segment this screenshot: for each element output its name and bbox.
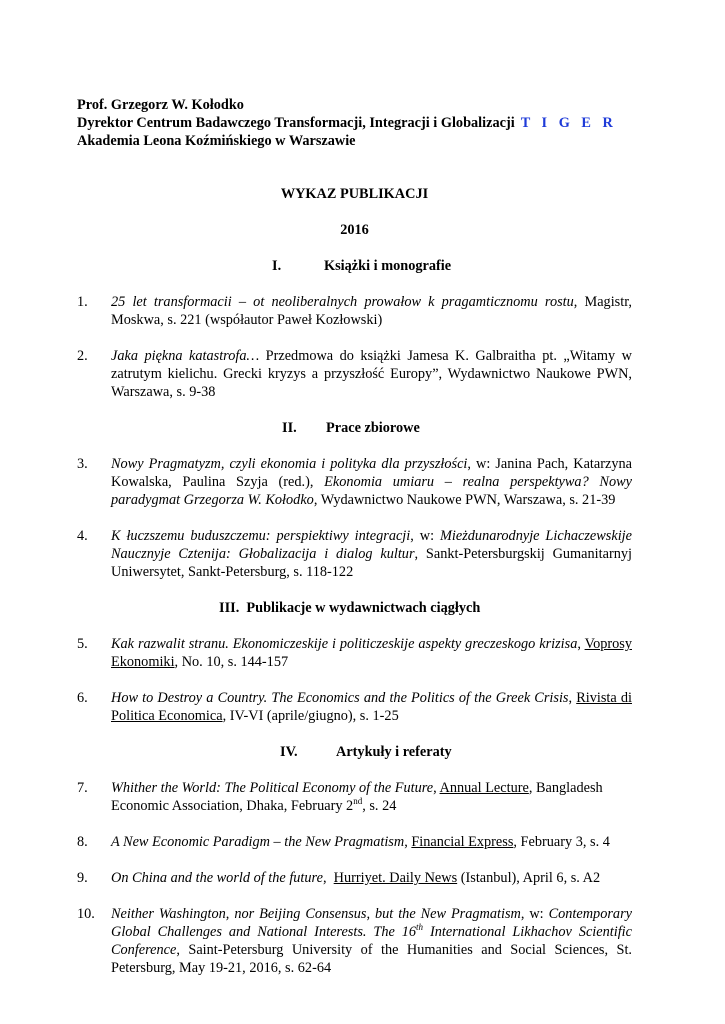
- section-label: Prace zbiorowe: [326, 420, 420, 436]
- item-text: Neither Washington, nor Beijing Consensus, but the New Pragmatism, w: Contemporary Global Challenges and National Interests. The 16th International Likhachov Scientific Conference, Saint-Petersburg University of the Humanities and Social Sciences, St. Petersburg, May 19-21, 2016, s. 62-64: [111, 906, 632, 976]
- item-text: On China and the world of the future, Hurriyet. Daily News (Istanbul), April 6, s. A2: [111, 870, 601, 886]
- section-number: III.: [219, 600, 240, 616]
- section-number: II.: [282, 420, 297, 436]
- tiger-acronym: T I G E R: [520, 115, 617, 131]
- item-text: Kak razwalit stranu. Ekonomiczeskije i politiczeskije aspekty greczeskogo krizisa, Voprosy Ekonomiki, No. 10, s. 144-157: [111, 636, 632, 670]
- document-title: WYKAZ PUBLIKACJI: [280, 186, 429, 202]
- section-label: Artykuły i referaty: [336, 744, 452, 760]
- list-item: [77, 905, 632, 977]
- section-label: Publikacje w wydawnictwach ciągłych: [246, 600, 481, 616]
- item-number: 5.: [77, 636, 88, 652]
- item-text: Jaka piękna katastrofa… Przedmowa do książki Jamesa K. Galbraitha pt. „Witamy w zatrutym kielichu. Grecki kryzys a przyszłość Europy”, Wydawnictwo Naukowe PWN, Warszawa, s. 9-38: [111, 348, 632, 400]
- item-text: How to Destroy a Country. The Economics and the Politics of the Greek Crisis, Rivista di Politica Economica, IV-VI (aprile/giugno), s. 1-25: [111, 690, 632, 724]
- item-number: 7.: [77, 780, 88, 796]
- item-text: Nowy Pragmatyzm, czyli ekonomia i polityka dla przyszłości, w: Janina Pach, Katarzyna Kowalska, Paulina Szyja (red.), Ekonomia umiaru – realna perspektywa? Nowy paradygmat Grzegorza W. Kołodko, Wydawnictwo Naukowe PWN, Warszawa, s. 21-39: [111, 456, 632, 508]
- list-item: [77, 527, 632, 581]
- item-number: 2.: [77, 348, 88, 364]
- item-text: K łuczszemu buduszczemu: perspiektiwy integracji, w: Mieżdunarodnyje Lichaczewskije Naucznyje Cztenija: Głobalizacija i dialog kultur, Sankt-Petersburgskij Gumanitarnyj Uniwersytet, Sankt-Petersburg, s. 118-122: [111, 528, 632, 580]
- author-institution: Akademia Leona Koźmińskiego w Warszawie: [77, 133, 356, 149]
- list-item: [77, 347, 632, 401]
- item-number: 4.: [77, 528, 88, 544]
- item-number: 3.: [77, 456, 88, 472]
- list-item: [77, 635, 632, 671]
- author-name: Prof. Grzegorz W. Kołodko: [77, 97, 244, 113]
- position-text: Dyrektor Centrum Badawczego Transformacji, Integracji i Globalizacji: [77, 115, 515, 131]
- list-item: [77, 869, 632, 887]
- section-label: Książki i monografie: [324, 258, 452, 274]
- document-year: 2016: [340, 222, 369, 238]
- section-number: IV.: [280, 744, 298, 760]
- item-number: 6.: [77, 690, 88, 706]
- document-page: [77, 96, 632, 977]
- section-number: I.: [272, 258, 282, 274]
- list-item: [77, 689, 632, 725]
- list-item: [77, 833, 632, 851]
- list-item: [77, 779, 632, 815]
- section-heading-1: [77, 257, 632, 275]
- item-text: Whither the World: The Political Economy of the Future, Annual Lecture, Bangladesh Economic Association, Dhaka, February 2nd, s. 24: [111, 780, 603, 814]
- list-item: [77, 455, 632, 509]
- item-text: A New Economic Paradigm – the New Pragmatism, Financial Express, February 3, s. 4: [111, 834, 610, 850]
- item-number: 8.: [77, 834, 88, 850]
- item-number: 10.: [77, 906, 95, 922]
- item-text: 25 let transformacii – ot neoliberalnych prowałow k pragamticznomu rostu, Magistr, Moskwa, s. 221 (współautor Paweł Kozłowski): [111, 294, 632, 328]
- list-item: [77, 293, 632, 329]
- section-heading-3: [77, 599, 632, 617]
- author-position: [77, 114, 632, 132]
- section-heading-4: [77, 743, 632, 761]
- section-heading-2: [77, 419, 632, 437]
- item-number: 1.: [77, 294, 88, 310]
- item-number: 9.: [77, 870, 88, 886]
